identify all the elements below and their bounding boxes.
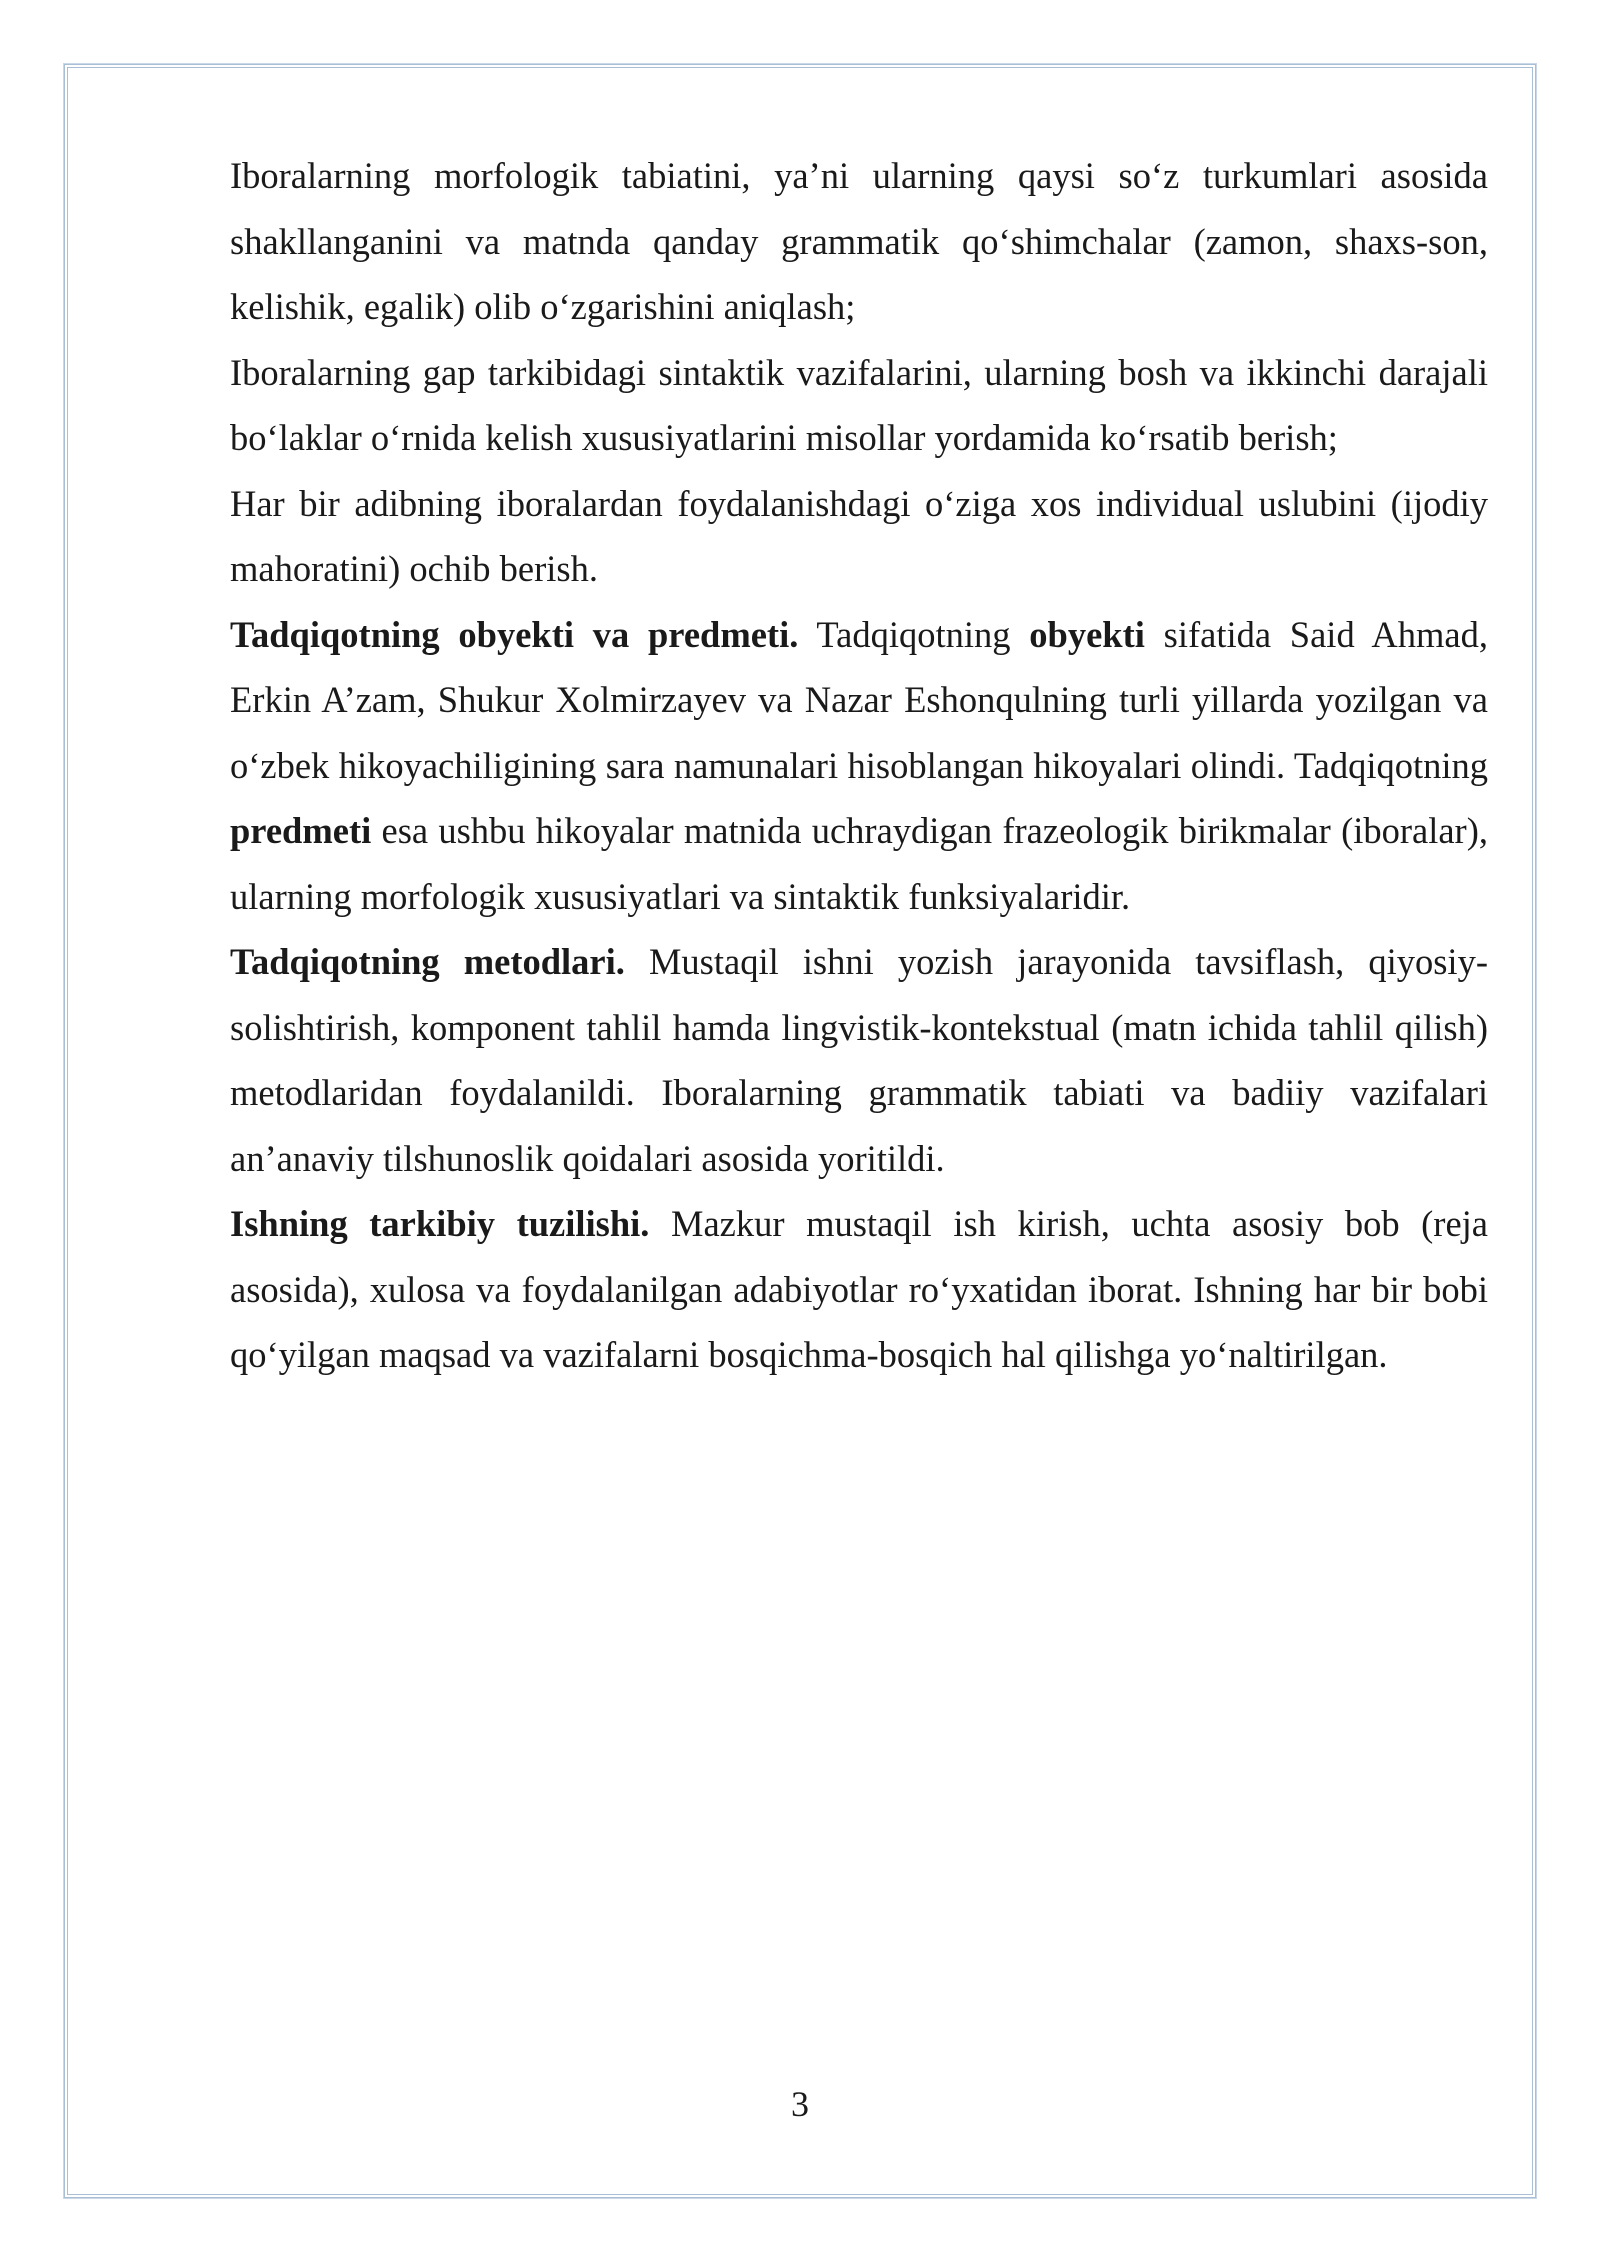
paragraph-structure <box>230 1191 1488 1388</box>
page-number: 3 <box>791 2084 809 2124</box>
structure-text: Mazkur mustaqil ish kirish, uchta asosiy bob (reja asosida), xulosa va foydalanilgan adabiyotlar ro‘yxatidan iborat. Ishning har bir bobi qo‘yilgan maqsad va vazifalarni bosqichma-bosqich hal qilishga yo‘naltirilgan. <box>230 1203 1488 1375</box>
object-text-2: sifatida Said Ahmad, Erkin A’zam, Shukur Xolmirzayev va Nazar Eshonqulning turli yillarda yozilgan va o‘zbek hikoyachiligining sara namunalari hisoblangan hikoyalari olindi. Tadqiqotning <box>230 613 1489 786</box>
methods-text: Mustaqil ishni yozish jarayonida tavsiflash, qiyosiy-solishtirish, komponent tahlil hamda lingvistik-kontekstual (matn ichida tahlil qilish) metodlaridan foydalanildi. Iboralarning grammatik tabiati va badiiy vazifalari an’anaviy tilshunoslik qoidalari asosida yoritildi. <box>230 941 1488 1179</box>
object-term: obyekti <box>1029 613 1145 655</box>
paragraph-morphology: Iboralarning morfologik tabiatini, ya’ni ularning qaysi so‘z turkumlari asosida shakllanganini va matnda qanday grammatik qo‘shimchalar (zamon, shaxs-son, kelishik, egalik) olib o‘zgarishini aniqlash; <box>230 155 1488 327</box>
paragraph-syntax: Iboralarning gap tarkibidagi sintaktik vazifalarini, ularning bosh va ikkinchi darajali bo‘laklar o‘rnida kelish xususiyatlarini misollar yordamida ko‘rsatib berish; <box>230 351 1488 458</box>
paragraph-style: Har bir adibning iboralardan foydalanishdagi o‘ziga xos individual uslubini (ijodiy mahoratini) ochib berish. <box>230 482 1488 589</box>
object-text-3: esa ushbu hikoyalar matnida uchraydigan frazeologik birikmalar (iboralar), ularning morfologik xususiyatlari va sintaktik funksiyalaridir. <box>230 810 1488 917</box>
methods-heading: Tadqiqotning metodlari. <box>230 941 625 982</box>
subject-term: predmeti <box>230 810 372 851</box>
document-body <box>230 143 1488 1388</box>
object-text-1: Tadqiqotning <box>798 613 1030 655</box>
paragraph-methods <box>230 929 1488 1191</box>
object-subject-heading: Tadqiqotning obyekti va predmeti. <box>230 613 799 655</box>
paragraph-object-subject <box>230 602 1488 930</box>
structure-heading: Ishning tarkibiy tuzilishi. <box>230 1203 650 1244</box>
